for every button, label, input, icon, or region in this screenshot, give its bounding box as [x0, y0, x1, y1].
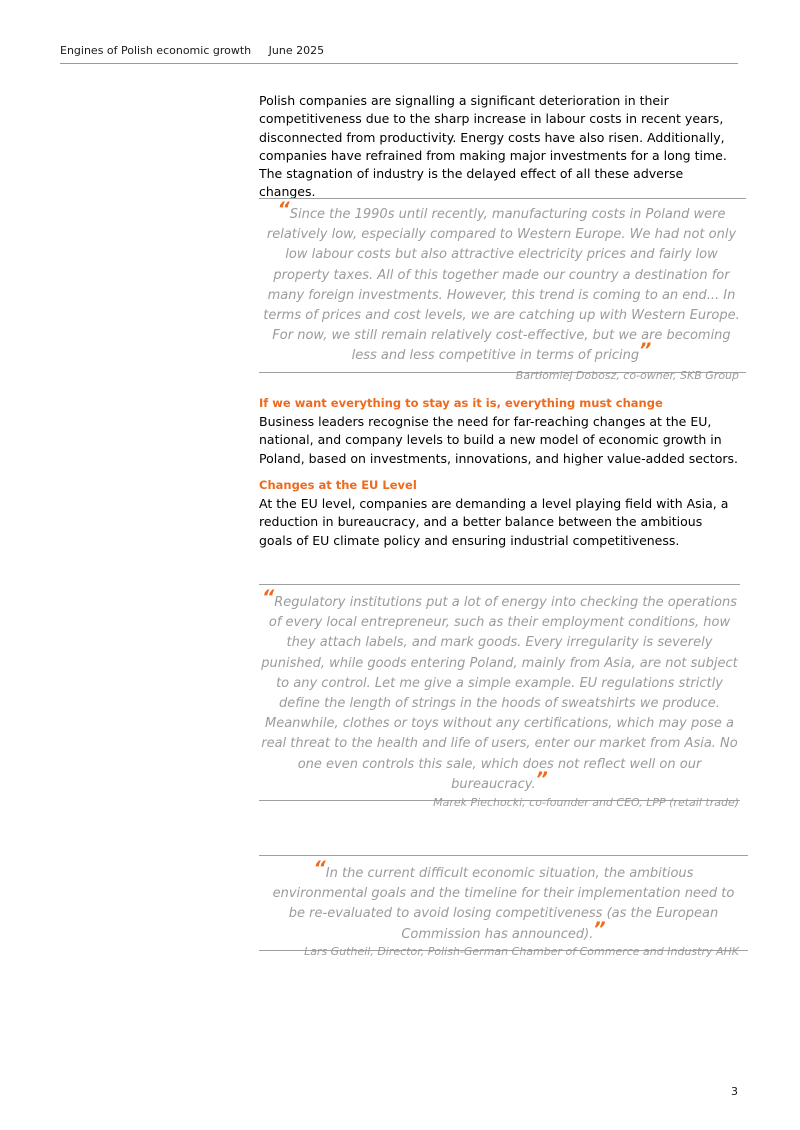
section-heading: Changes at the EU Level	[259, 478, 417, 492]
quote-text: In the current difficult economic situation, the ambitious environmental goals and the timeline for their implementation need to be re-evaluated to avoid losing competitiveness (as the European Commission has announced).	[272, 866, 735, 942]
pull-quote-1	[259, 198, 746, 373]
close-quote-icon: ”	[593, 917, 606, 940]
section-heading: If we want everything to stay as it is, everything must change	[259, 396, 663, 410]
section-body: At the EU level, companies are demanding a level playing field with Asia, a reduction in bureaucracy, and a better balance between the ambitious goals of EU climate policy and ensuring industrial competitiveness.	[259, 496, 729, 548]
section-body: Business leaders recognise the need for far-reaching changes at the EU, national, and company levels to build a new model of economic growth in Poland, based on investments, innovations, and higher value-added sectors.	[259, 414, 738, 466]
close-quote-icon: ”	[535, 767, 548, 790]
intro-paragraph: Polish companies are signalling a significant deterioration in their competitiveness due to the sharp increase in labour costs in recent years, disconnected from productivity. Energy costs have also risen. Additionally, companies have refrained from making major investments for a long time. The stagnation of industry is the delayed effect of all these adverse changes.	[259, 93, 727, 200]
quote-text: Regulatory institutions put a lot of energy into checking the operations of every local entrepreneur, such as their employment conditions, how they attach labels, and mark goods. Every irregularity is severely punished, while goods entering Poland, mainly from Asia, are not subject to any control. Let me give a simple example. EU regulations strictly define the length of strings in the hoods of sweatshirts we produce. Meanwhile, clothes or toys without any certifications, which may pose a real threat to the health and life of users, enter our market from Asia. No one even controls this sale, which does not reflect well on our bureaucracy.	[261, 595, 738, 792]
quote-attribution: Bartłomiej Dobosz, co-owner, SKB Group	[515, 369, 739, 382]
quote-attribution: Marek Piechocki, co-founder and CEO, LPP (retail trade)	[433, 796, 739, 809]
pull-quote-2	[259, 584, 740, 801]
quote-attribution: Lars Gutheil, Director, Polish-German Chamber of Commerce and Industry AHK	[304, 945, 739, 958]
quote-text: Since the 1990s until recently, manufacturing costs in Poland were relatively low, especially compared to Western Europe. We had not only low labour costs but also attractive electricity prices and fairly low property taxes. All of this together made our country a destination for many foreign investments. However, this trend is coming to an end... In terms of prices and cost levels, we are catching up with Western Europe. For now, we still remain relatively cost-effective, but we are becoming less and less competitive in terms of pricing	[263, 207, 740, 364]
intro-block	[259, 92, 739, 202]
open-quote-icon: “	[262, 586, 275, 608]
open-quote-icon: “	[313, 857, 326, 879]
pull-quote-3	[259, 855, 748, 951]
close-quote-icon: ”	[639, 339, 652, 362]
report-title: Engines of Polish economic growth	[60, 44, 252, 57]
page-number: 3	[731, 1085, 738, 1098]
report-date: June 2025	[268, 44, 325, 57]
page-header	[60, 44, 738, 64]
section-eu-level	[259, 478, 739, 550]
section-change	[259, 396, 739, 468]
open-quote-icon: “	[277, 198, 290, 220]
